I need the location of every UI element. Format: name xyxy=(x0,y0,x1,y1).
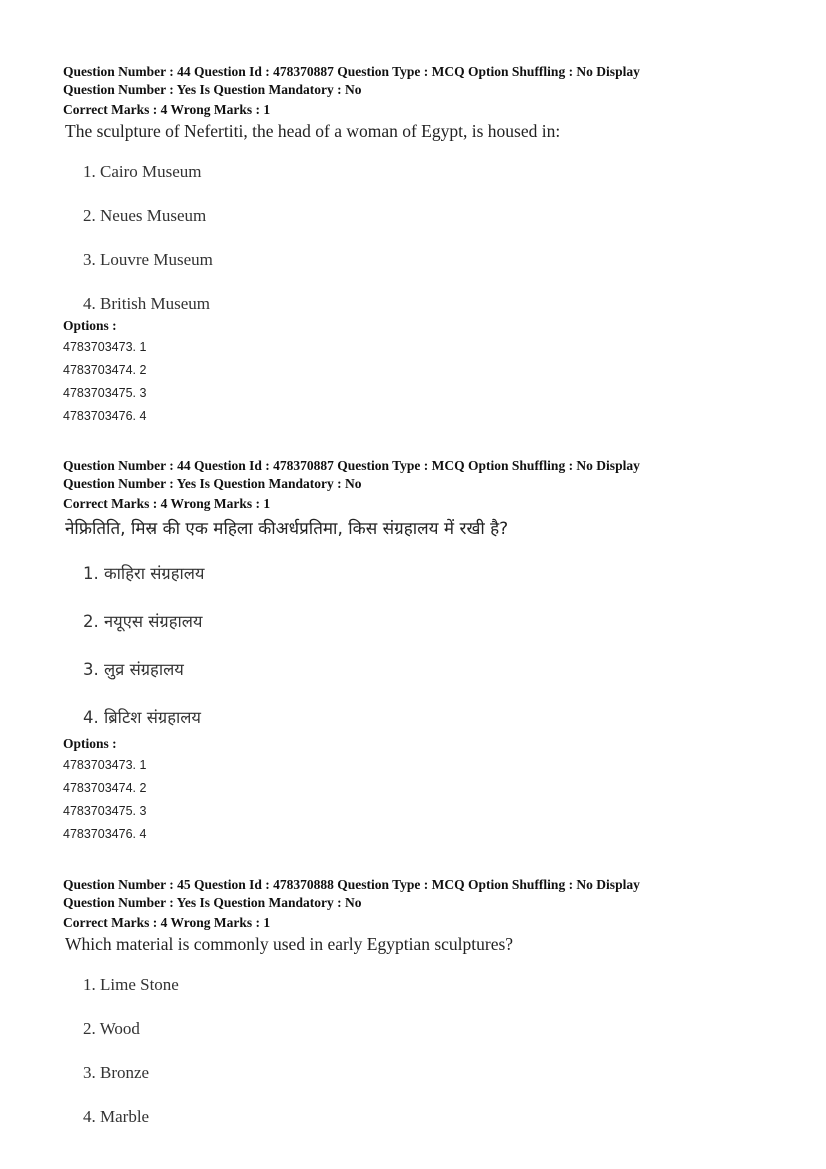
question-block-45-en xyxy=(63,876,763,1128)
question-text: Which material is commonly used in early Egyptian sculptures? xyxy=(65,934,514,954)
option-1: 1. काहिरा संग्रहालय xyxy=(83,564,205,583)
option-3: 3. Bronze xyxy=(83,1063,150,1082)
option-2: 2. Wood xyxy=(83,1019,140,1038)
option-id-1: 4783703473. 1 xyxy=(63,340,147,354)
option-4: 4. British Museum xyxy=(83,294,211,313)
question-mandatory-line: Question Number : Yes Is Question Mandatory : No xyxy=(63,476,362,491)
option-1: 1. Cairo Museum xyxy=(83,162,202,181)
question-meta-line: Question Number : 44 Question Id : 478370887 Question Type : MCQ Option Shuffling : No Display xyxy=(63,458,640,473)
question-meta-line: Question Number : 45 Question Id : 478370888 Question Type : MCQ Option Shuffling : No Display xyxy=(63,877,640,892)
option-id-2: 4783703474. 2 xyxy=(63,363,147,377)
question-mandatory-line: Question Number : Yes Is Question Mandatory : No xyxy=(63,895,362,910)
option-id-4: 4783703476. 4 xyxy=(63,827,147,841)
question-block-44-en xyxy=(63,63,763,428)
options-label: Options : xyxy=(63,318,117,333)
question-mandatory-line: Question Number : Yes Is Question Mandatory : No xyxy=(63,82,362,97)
option-3: 3. लुव्र संग्रहालय xyxy=(83,660,184,679)
option-2: 2. Neues Museum xyxy=(83,206,207,225)
question-marks: Correct Marks : 4 Wrong Marks : 1 xyxy=(63,915,271,930)
option-4: 4. Marble xyxy=(83,1107,150,1126)
option-3: 3. Louvre Museum xyxy=(83,250,213,269)
question-block-44-hi xyxy=(63,457,763,846)
option-id-4: 4783703476. 4 xyxy=(63,409,147,423)
option-2: 2. नयूएस संग्रहालय xyxy=(83,612,203,631)
option-4: 4. ब्रिटिश संग्रहालय xyxy=(83,708,201,727)
option-1: 1. Lime Stone xyxy=(83,975,179,994)
option-id-1: 4783703473. 1 xyxy=(63,758,147,772)
options-label: Options : xyxy=(63,736,117,751)
question-marks: Correct Marks : 4 Wrong Marks : 1 xyxy=(63,102,271,117)
question-text: नेफ्रितिति, मिस्र की एक महिला कीअर्धप्रतिमा, किस संग्रहालय में रखी है? xyxy=(65,519,509,539)
question-marks: Correct Marks : 4 Wrong Marks : 1 xyxy=(63,496,271,511)
option-id-3: 4783703475. 3 xyxy=(63,386,147,400)
question-text: The sculpture of Nefertiti, the head of a woman of Egypt, is housed in: xyxy=(65,121,561,141)
option-id-2: 4783703474. 2 xyxy=(63,781,147,795)
option-id-3: 4783703475. 3 xyxy=(63,804,147,818)
question-meta-line: Question Number : 44 Question Id : 478370887 Question Type : MCQ Option Shuffling : No Display xyxy=(63,64,640,79)
